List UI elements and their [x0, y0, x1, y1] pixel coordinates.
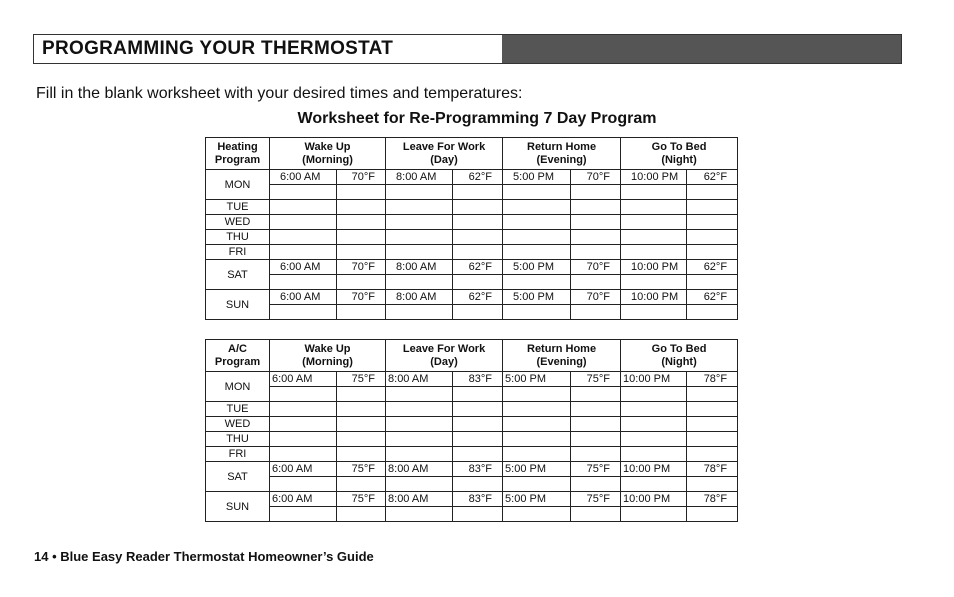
temp-cell[interactable] — [453, 477, 503, 492]
time-cell[interactable] — [503, 185, 571, 200]
temp-cell[interactable] — [687, 477, 738, 492]
temp-cell[interactable]: 83°F — [453, 492, 503, 507]
temp-cell[interactable] — [453, 417, 503, 432]
time-cell[interactable] — [503, 230, 571, 245]
temp-cell[interactable]: 62°F — [687, 260, 738, 275]
temp-cell[interactable] — [571, 275, 621, 290]
table-row — [206, 230, 738, 245]
temp-cell[interactable] — [687, 447, 738, 462]
time-cell[interactable] — [621, 402, 687, 417]
period-header-line: (Night) — [661, 153, 697, 166]
temp-cell[interactable] — [337, 387, 386, 402]
period-header-line: (Morning) — [302, 355, 353, 368]
temp-cell[interactable] — [337, 275, 386, 290]
time-cell[interactable]: 6:00 AM — [270, 372, 337, 387]
temp-cell[interactable]: 75°F — [337, 372, 386, 387]
time-cell[interactable]: 8:00 AM — [386, 372, 453, 387]
temp-cell[interactable] — [337, 477, 386, 492]
time-cell[interactable]: 6:00 AM — [270, 492, 337, 507]
period-header — [621, 138, 738, 170]
table-row — [206, 170, 738, 185]
temp-cell[interactable] — [453, 402, 503, 417]
temp-cell[interactable]: 62°F — [453, 170, 503, 185]
temp-cell[interactable] — [337, 215, 386, 230]
time-cell[interactable]: 8:00 AM — [386, 260, 453, 275]
temp-cell[interactable]: 75°F — [337, 462, 386, 477]
day-label: MON — [206, 170, 270, 200]
worksheet-title: Worksheet for Re-Programming 7 Day Program — [297, 110, 657, 127]
day-label: WED — [206, 215, 270, 230]
period-header — [386, 138, 503, 170]
table-row — [206, 372, 738, 387]
time-cell[interactable] — [270, 185, 337, 200]
period-header-line: Go To Bed — [651, 140, 707, 153]
temp-cell[interactable] — [687, 275, 738, 290]
temp-cell[interactable]: 70°F — [337, 290, 386, 305]
temp-cell[interactable]: 70°F — [337, 260, 386, 275]
table-row — [206, 462, 738, 477]
period-header-line: Return Home — [527, 140, 597, 153]
temp-cell[interactable] — [453, 305, 503, 320]
time-cell[interactable] — [386, 507, 453, 522]
period-header-line: Leave For Work — [402, 342, 486, 355]
time-cell[interactable]: 6:00 AM — [270, 260, 337, 275]
time-cell[interactable] — [386, 432, 453, 447]
table-row — [206, 200, 738, 215]
period-header-line: (Evening) — [536, 153, 587, 166]
table-row — [206, 275, 738, 290]
time-cell[interactable]: 10:00 PM — [621, 290, 687, 305]
period-header-line: Wake Up — [304, 140, 351, 153]
period-header-line: (Morning) — [302, 153, 353, 166]
table-row — [206, 260, 738, 275]
temp-cell[interactable]: 70°F — [571, 290, 621, 305]
period-header — [270, 138, 386, 170]
time-cell[interactable] — [503, 447, 571, 462]
temp-cell[interactable] — [687, 305, 738, 320]
temp-cell[interactable]: 75°F — [337, 492, 386, 507]
program-label-line: Heating — [217, 140, 258, 153]
time-cell[interactable]: 8:00 AM — [386, 290, 453, 305]
time-cell[interactable] — [621, 305, 687, 320]
time-cell[interactable] — [621, 432, 687, 447]
time-cell[interactable] — [270, 200, 337, 215]
time-cell[interactable] — [621, 200, 687, 215]
temp-cell[interactable] — [687, 230, 738, 245]
temp-cell[interactable]: 70°F — [571, 260, 621, 275]
day-label: THU — [206, 230, 270, 245]
day-label: FRI — [206, 447, 270, 462]
day-label: SAT — [206, 260, 270, 290]
temp-cell[interactable]: 83°F — [453, 462, 503, 477]
temp-cell[interactable] — [687, 185, 738, 200]
day-label: THU — [206, 432, 270, 447]
temp-cell[interactable] — [453, 215, 503, 230]
temp-cell[interactable]: 78°F — [687, 492, 738, 507]
time-cell[interactable]: 5:00 PM — [503, 492, 571, 507]
time-cell[interactable]: 10:00 PM — [621, 260, 687, 275]
time-cell[interactable]: 5:00 PM — [503, 462, 571, 477]
time-cell[interactable]: 5:00 PM — [503, 260, 571, 275]
temp-cell[interactable] — [687, 417, 738, 432]
temp-cell[interactable]: 62°F — [687, 170, 738, 185]
time-cell[interactable] — [270, 477, 337, 492]
period-header — [270, 340, 386, 372]
time-cell[interactable] — [386, 200, 453, 215]
section-title: PROGRAMMING YOUR THERMOSTAT — [42, 38, 394, 59]
time-cell[interactable] — [621, 230, 687, 245]
time-cell[interactable] — [621, 245, 687, 260]
temp-cell[interactable]: 78°F — [687, 372, 738, 387]
time-cell[interactable] — [503, 507, 571, 522]
time-cell[interactable] — [621, 507, 687, 522]
time-cell[interactable] — [270, 230, 337, 245]
period-header — [503, 340, 621, 372]
time-cell[interactable]: 6:00 AM — [270, 462, 337, 477]
time-cell[interactable]: 6:00 AM — [270, 170, 337, 185]
day-label: MON — [206, 372, 270, 402]
day-label: SAT — [206, 462, 270, 492]
temp-cell[interactable] — [453, 432, 503, 447]
time-cell[interactable] — [386, 245, 453, 260]
temp-cell[interactable] — [337, 245, 386, 260]
time-cell[interactable]: 10:00 PM — [621, 462, 687, 477]
time-cell[interactable] — [270, 215, 337, 230]
time-cell[interactable]: 8:00 AM — [386, 492, 453, 507]
time-cell[interactable] — [270, 417, 337, 432]
temp-cell[interactable] — [337, 200, 386, 215]
temp-cell[interactable] — [571, 507, 621, 522]
program-label-line: Program — [214, 355, 261, 368]
temp-cell[interactable] — [453, 507, 503, 522]
temp-cell[interactable] — [571, 387, 621, 402]
day-label: TUE — [206, 402, 270, 417]
temp-cell[interactable] — [571, 447, 621, 462]
time-cell[interactable] — [621, 417, 687, 432]
table-row — [206, 290, 738, 305]
time-cell[interactable] — [386, 230, 453, 245]
period-header — [621, 340, 738, 372]
temp-cell[interactable]: 62°F — [453, 290, 503, 305]
temp-cell[interactable] — [687, 387, 738, 402]
ac-program-table — [205, 339, 738, 522]
time-cell[interactable]: 6:00 AM — [270, 290, 337, 305]
section-header — [33, 34, 902, 64]
table-row — [206, 305, 738, 320]
page-footer: 14 • Blue Easy Reader Thermostat Homeowner’s Guide — [34, 549, 374, 564]
table-row — [206, 185, 738, 200]
period-header-line: Go To Bed — [651, 342, 707, 355]
time-cell[interactable]: 10:00 PM — [621, 492, 687, 507]
temp-cell[interactable] — [453, 447, 503, 462]
temp-cell[interactable] — [571, 200, 621, 215]
temp-cell[interactable] — [453, 185, 503, 200]
period-header-line: Return Home — [527, 342, 597, 355]
time-cell[interactable] — [270, 245, 337, 260]
day-label: SUN — [206, 290, 270, 320]
period-header-line: (Evening) — [536, 355, 587, 368]
period-header-line: Wake Up — [304, 342, 351, 355]
table-row — [206, 507, 738, 522]
period-header-line: (Night) — [661, 355, 697, 368]
time-cell[interactable]: 8:00 AM — [386, 462, 453, 477]
time-cell[interactable] — [503, 275, 571, 290]
temp-cell[interactable] — [453, 387, 503, 402]
temp-cell[interactable] — [571, 432, 621, 447]
time-cell[interactable] — [386, 447, 453, 462]
day-label: FRI — [206, 245, 270, 260]
time-cell[interactable] — [621, 477, 687, 492]
temp-cell[interactable]: 62°F — [687, 290, 738, 305]
time-cell[interactable] — [503, 477, 571, 492]
table-row — [206, 215, 738, 230]
time-cell[interactable] — [503, 305, 571, 320]
time-cell[interactable] — [270, 305, 337, 320]
program-label — [206, 340, 270, 372]
time-cell[interactable] — [386, 402, 453, 417]
temp-cell[interactable]: 75°F — [571, 462, 621, 477]
program-label — [206, 138, 270, 170]
header-bar — [502, 35, 901, 63]
temp-cell[interactable] — [337, 417, 386, 432]
time-cell[interactable] — [503, 245, 571, 260]
temp-cell[interactable] — [687, 432, 738, 447]
temp-cell[interactable] — [571, 185, 621, 200]
time-cell[interactable] — [386, 215, 453, 230]
temp-cell[interactable] — [337, 402, 386, 417]
time-cell[interactable] — [386, 185, 453, 200]
time-cell[interactable] — [270, 387, 337, 402]
period-header-line: (Day) — [430, 355, 458, 368]
time-cell[interactable] — [503, 215, 571, 230]
temp-cell[interactable] — [571, 402, 621, 417]
table-row — [206, 245, 738, 260]
intro-text: Fill in the blank worksheet with your desired times and temperatures: — [36, 85, 523, 102]
temp-cell[interactable] — [571, 215, 621, 230]
day-label: SUN — [206, 492, 270, 522]
header-row — [206, 138, 738, 170]
temp-cell[interactable] — [571, 417, 621, 432]
temp-cell[interactable]: 62°F — [453, 260, 503, 275]
time-cell[interactable] — [621, 275, 687, 290]
period-header — [503, 138, 621, 170]
program-label-line: Program — [214, 153, 261, 166]
time-cell[interactable] — [386, 477, 453, 492]
temp-cell[interactable] — [337, 230, 386, 245]
temp-cell[interactable]: 83°F — [453, 372, 503, 387]
time-cell[interactable] — [270, 402, 337, 417]
temp-cell[interactable] — [571, 245, 621, 260]
time-cell[interactable] — [386, 275, 453, 290]
temp-cell[interactable] — [337, 432, 386, 447]
time-cell[interactable] — [503, 200, 571, 215]
table-row — [206, 402, 738, 417]
table-row — [206, 432, 738, 447]
temp-cell[interactable] — [571, 230, 621, 245]
time-cell[interactable] — [270, 432, 337, 447]
table-row — [206, 417, 738, 432]
temp-cell[interactable] — [337, 305, 386, 320]
time-cell[interactable] — [621, 387, 687, 402]
time-cell[interactable]: 10:00 PM — [621, 372, 687, 387]
time-cell[interactable]: 8:00 AM — [386, 170, 453, 185]
temp-cell[interactable] — [571, 477, 621, 492]
temp-cell[interactable] — [687, 215, 738, 230]
temp-cell[interactable] — [337, 185, 386, 200]
temp-cell[interactable]: 70°F — [337, 170, 386, 185]
temp-cell[interactable] — [571, 305, 621, 320]
table-row — [206, 477, 738, 492]
time-cell[interactable] — [270, 447, 337, 462]
temp-cell[interactable] — [453, 230, 503, 245]
time-cell[interactable] — [503, 432, 571, 447]
temp-cell[interactable]: 75°F — [571, 492, 621, 507]
temp-cell[interactable] — [337, 507, 386, 522]
temp-cell[interactable] — [453, 200, 503, 215]
time-cell[interactable] — [621, 447, 687, 462]
temp-cell[interactable] — [687, 507, 738, 522]
temp-cell[interactable] — [453, 245, 503, 260]
time-cell[interactable] — [386, 305, 453, 320]
period-header-line: Leave For Work — [402, 140, 486, 153]
table-row — [206, 492, 738, 507]
time-cell[interactable] — [270, 507, 337, 522]
temp-cell[interactable]: 75°F — [571, 372, 621, 387]
time-cell[interactable]: 5:00 PM — [503, 170, 571, 185]
time-cell[interactable] — [621, 185, 687, 200]
heating-program-table — [205, 137, 738, 320]
program-label-line: A/C — [228, 342, 247, 355]
day-label: TUE — [206, 200, 270, 215]
temp-cell[interactable] — [687, 200, 738, 215]
temp-cell[interactable] — [337, 447, 386, 462]
table-row — [206, 387, 738, 402]
time-cell[interactable] — [386, 417, 453, 432]
day-label: WED — [206, 417, 270, 432]
header-row — [206, 340, 738, 372]
time-cell[interactable]: 10:00 PM — [621, 170, 687, 185]
time-cell[interactable] — [386, 387, 453, 402]
temp-cell[interactable]: 78°F — [687, 462, 738, 477]
period-header — [386, 340, 503, 372]
table-row — [206, 447, 738, 462]
time-cell[interactable] — [503, 387, 571, 402]
time-cell[interactable] — [503, 417, 571, 432]
temp-cell[interactable] — [687, 245, 738, 260]
time-cell[interactable] — [621, 215, 687, 230]
time-cell[interactable]: 5:00 PM — [503, 290, 571, 305]
temp-cell[interactable] — [453, 275, 503, 290]
time-cell[interactable] — [503, 402, 571, 417]
temp-cell[interactable] — [687, 402, 738, 417]
time-cell[interactable] — [270, 275, 337, 290]
time-cell[interactable]: 5:00 PM — [503, 372, 571, 387]
period-header-line: (Day) — [430, 153, 458, 166]
temp-cell[interactable]: 70°F — [571, 170, 621, 185]
